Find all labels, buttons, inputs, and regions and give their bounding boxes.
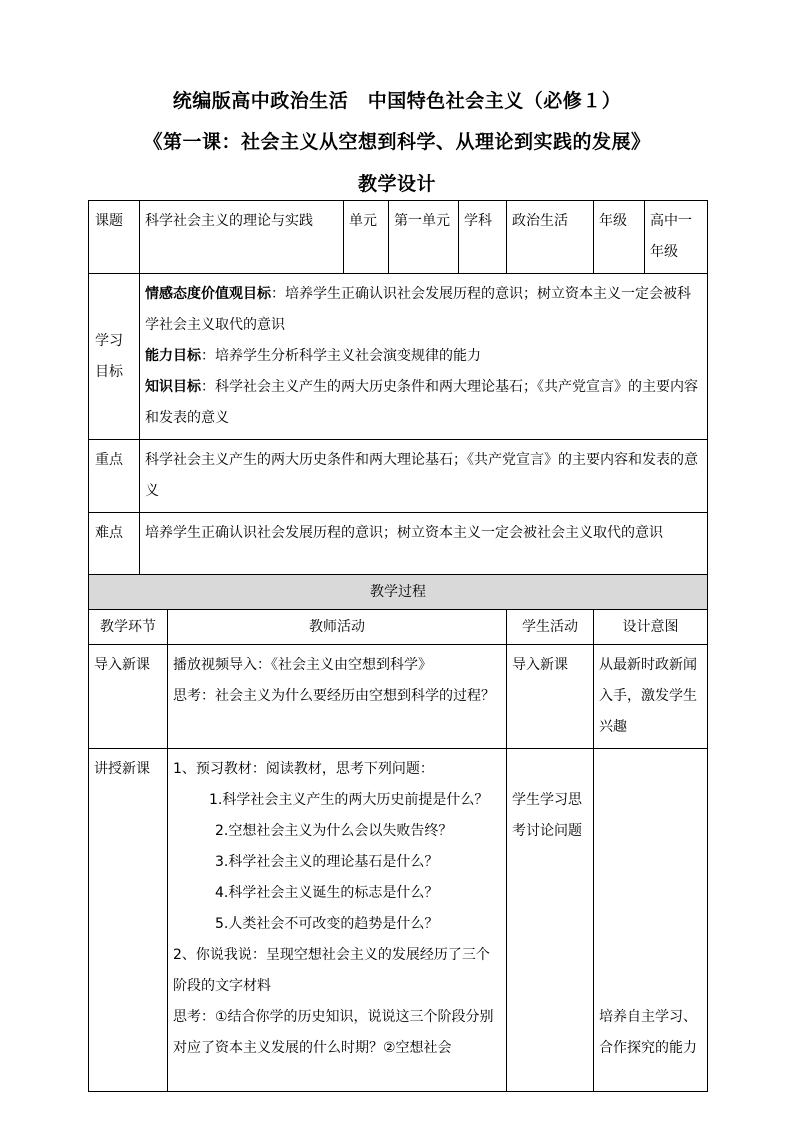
process-row-lecture xyxy=(89,749,708,1092)
stage-cell: 讲授新课 xyxy=(89,749,168,1092)
emotion-goal xyxy=(145,279,702,341)
teacher-activity-line: 思考：社会主义为什么要经历由空想到科学的过程？ xyxy=(173,688,495,704)
subject-label: 学科 xyxy=(459,201,507,274)
knowledge-goal xyxy=(145,372,702,434)
difficulty-label: 难点 xyxy=(89,513,140,575)
question-item: 5.人类社会不可改变的趋势是什么？ xyxy=(215,916,439,932)
student-activity-cell: 导入新课 xyxy=(507,645,594,749)
goals-row xyxy=(89,274,708,440)
process-header-row xyxy=(89,610,708,645)
header-stage: 教学环节 xyxy=(89,610,168,645)
info-row xyxy=(89,201,708,274)
knowledge-goal-text: ：科学社会主义产生的两大历史条件和两大理论基石；《共产党宣言》的主要内容和发表的意义 xyxy=(145,379,698,426)
grade-label: 年级 xyxy=(594,201,645,274)
lesson-title: 《第一课：社会主义从空想到科学、从理论到实践的发展》 xyxy=(143,131,651,153)
key-point-row xyxy=(89,440,708,513)
teacher-activity-line: 播放视频导入：《社会主义由空想到科学》 xyxy=(173,657,432,673)
header-intent: 设计意图 xyxy=(594,610,708,645)
emotion-goal-text: ：培养学生正确认识社会发展历程的意识；树立资本主义一定会被科学社会主义取代的意识 xyxy=(145,286,691,333)
question-item: 1.科学社会主义产生的两大历史前提是什么？ xyxy=(209,792,489,808)
topic-value: 科学社会主义的理论与实践 xyxy=(140,201,344,274)
design-intent-cell: 从最新时政新闻入手，激发学生兴趣 xyxy=(594,645,708,749)
preview-instruction: 1、预习教材：阅读教材，思考下列问题： xyxy=(173,761,434,777)
document-title: 统编版高中政治生活 中国特色社会主义（必修１） xyxy=(172,90,622,112)
goals-content xyxy=(140,274,708,440)
emotion-goal-key: 情感态度价值观目标 xyxy=(145,286,271,302)
grade-value: 高中一年级 xyxy=(645,201,708,274)
lesson-plan-table xyxy=(88,200,708,1092)
difficulty-row xyxy=(89,513,708,575)
process-row-intro xyxy=(89,645,708,749)
design-intent-text: 培养自主学习、合作探究的能力 xyxy=(599,1009,697,1056)
topic-label: 课题 xyxy=(89,201,140,274)
design-intent-cell xyxy=(594,749,708,1092)
process-title-row xyxy=(89,575,708,610)
teacher-activity-cell xyxy=(168,645,507,749)
unit-value: 第一单元 xyxy=(389,201,459,274)
ability-goal-key: 能力目标 xyxy=(145,348,201,364)
teacher-activity-cell xyxy=(168,749,507,1092)
question-item: 2.空想社会主义为什么会以失败告终？ xyxy=(215,823,453,839)
unit-label: 单元 xyxy=(344,201,389,274)
student-activity-text: 学生学习思考讨论问题 xyxy=(512,792,582,839)
design-title: 教学设计 xyxy=(357,173,436,195)
key-point-text: 科学社会主义产生的两大历史条件和两大理论基石；《共产党宣言》的主要内容和发表的意义 xyxy=(140,440,708,513)
knowledge-goal-key: 知识目标 xyxy=(145,379,201,395)
stage-cell: 导入新课 xyxy=(89,645,168,749)
student-activity-cell xyxy=(507,749,594,1092)
process-title: 教学过程 xyxy=(89,575,708,610)
ability-goal-text: ：培养学生分析科学主义社会演变规律的能力 xyxy=(201,348,481,364)
header-teacher: 教师活动 xyxy=(168,610,507,645)
header-student: 学生活动 xyxy=(507,610,594,645)
question-item: 4.科学社会主义诞生的标志是什么？ xyxy=(215,885,439,901)
discussion-instruction: 2、你说我说：呈现空想社会主义的发展经历了三个阶段的文字材料 xyxy=(173,947,490,994)
thinking-prompt: 思考：①结合你学的历史知识，说说这三个阶段分别对应了资本主义发展的什么时期？②空想社会 xyxy=(173,1009,494,1056)
ability-goal xyxy=(145,341,702,372)
subject-value: 政治生活 xyxy=(507,201,594,274)
difficulty-text: 培养学生正确认识社会发展历程的意识；树立资本主义一定会被社会主义取代的意识 xyxy=(140,513,708,575)
question-item: 3.科学社会主义的理论基石是什么？ xyxy=(215,854,439,870)
goals-label: 学习目标 xyxy=(89,274,140,440)
key-point-label: 重点 xyxy=(89,440,140,513)
